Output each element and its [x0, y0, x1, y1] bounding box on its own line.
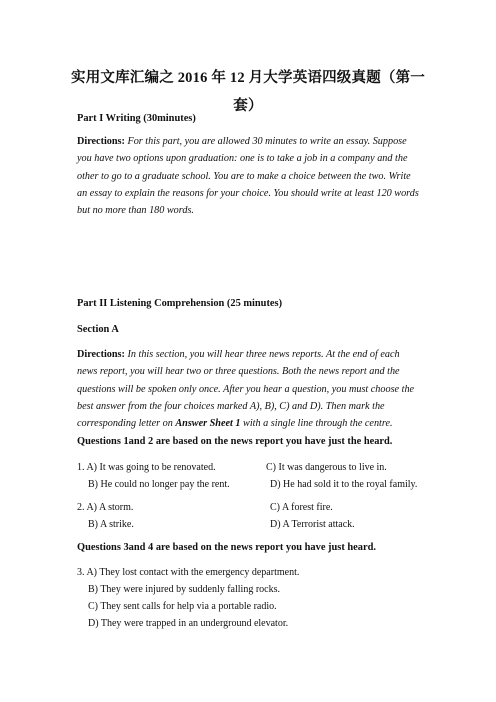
directions-text-a: In this section, you will hear three news reports. At the end of each news report, you will hear two or three questions. Both the news report and the questions will be spoken only once. After you hear a question, you must choose the best answer from the four choices marked A), B), C) and D). Then mark the corresponding letter on [77, 349, 415, 430]
directions-label: Directions: [77, 349, 125, 360]
directions-label: Directions: [77, 136, 125, 147]
q3-option-a: 3. A) They lost contact with the emergency department. [77, 567, 300, 578]
q3-option-c: C) They sent calls for help via a portable radio. [88, 601, 277, 612]
q2-option-b: B) A strike. [88, 519, 134, 530]
q2-option-d: D) A Terrorist attack. [270, 519, 355, 530]
section-a-heading: Section A [77, 324, 119, 335]
q1-option-a: 1. A) It was going to be renovated. [77, 462, 216, 473]
directions-text: For this part, you are allowed 30 minutes to write an essay. Suppose you have two options upon graduation: one is to take a job in a company and the other to go to a graduate school. You are to make a choice between the two. Write an essay to explain the reasons for your choice. You should write at least 120 words but no more than 180 words. [77, 136, 419, 217]
part1-heading: Part I Writing (30minutes) [77, 113, 196, 124]
q1-option-d: D) He had sold it to the royal family. [270, 479, 418, 490]
directions-text-b: with a single line through the centre. [240, 418, 393, 430]
q3-option-d: D) They were trapped in an underground elevator. [88, 618, 289, 629]
q3-option-b: B) They were injured by suddenly falling rocks. [88, 584, 280, 595]
q1-option-c: C) It was dangerous to live in. [266, 462, 387, 473]
q2-option-a: 2. A) A storm. [77, 502, 134, 513]
document-title-line2: 套） [233, 98, 263, 114]
part2-heading: Part II Listening Comprehension (25 minutes) [77, 298, 283, 309]
questions-1-2-intro: Questions 1and 2 are based on the news report you have just the heard. [77, 436, 393, 447]
answer-sheet-label: Answer Sheet 1 [175, 418, 241, 430]
questions-3-4-intro: Questions 3and 4 are based on the news report you have just heard. [77, 542, 376, 553]
q2-option-c: C) A forest fire. [270, 502, 333, 513]
q1-option-b: B) He could no longer pay the rent. [88, 479, 230, 490]
part2-directions [77, 346, 421, 432]
document-title-line1: 实用文库汇编之 2016 年 12 月大学英语四级真题（第一 [71, 70, 425, 86]
part1-directions [77, 133, 421, 219]
